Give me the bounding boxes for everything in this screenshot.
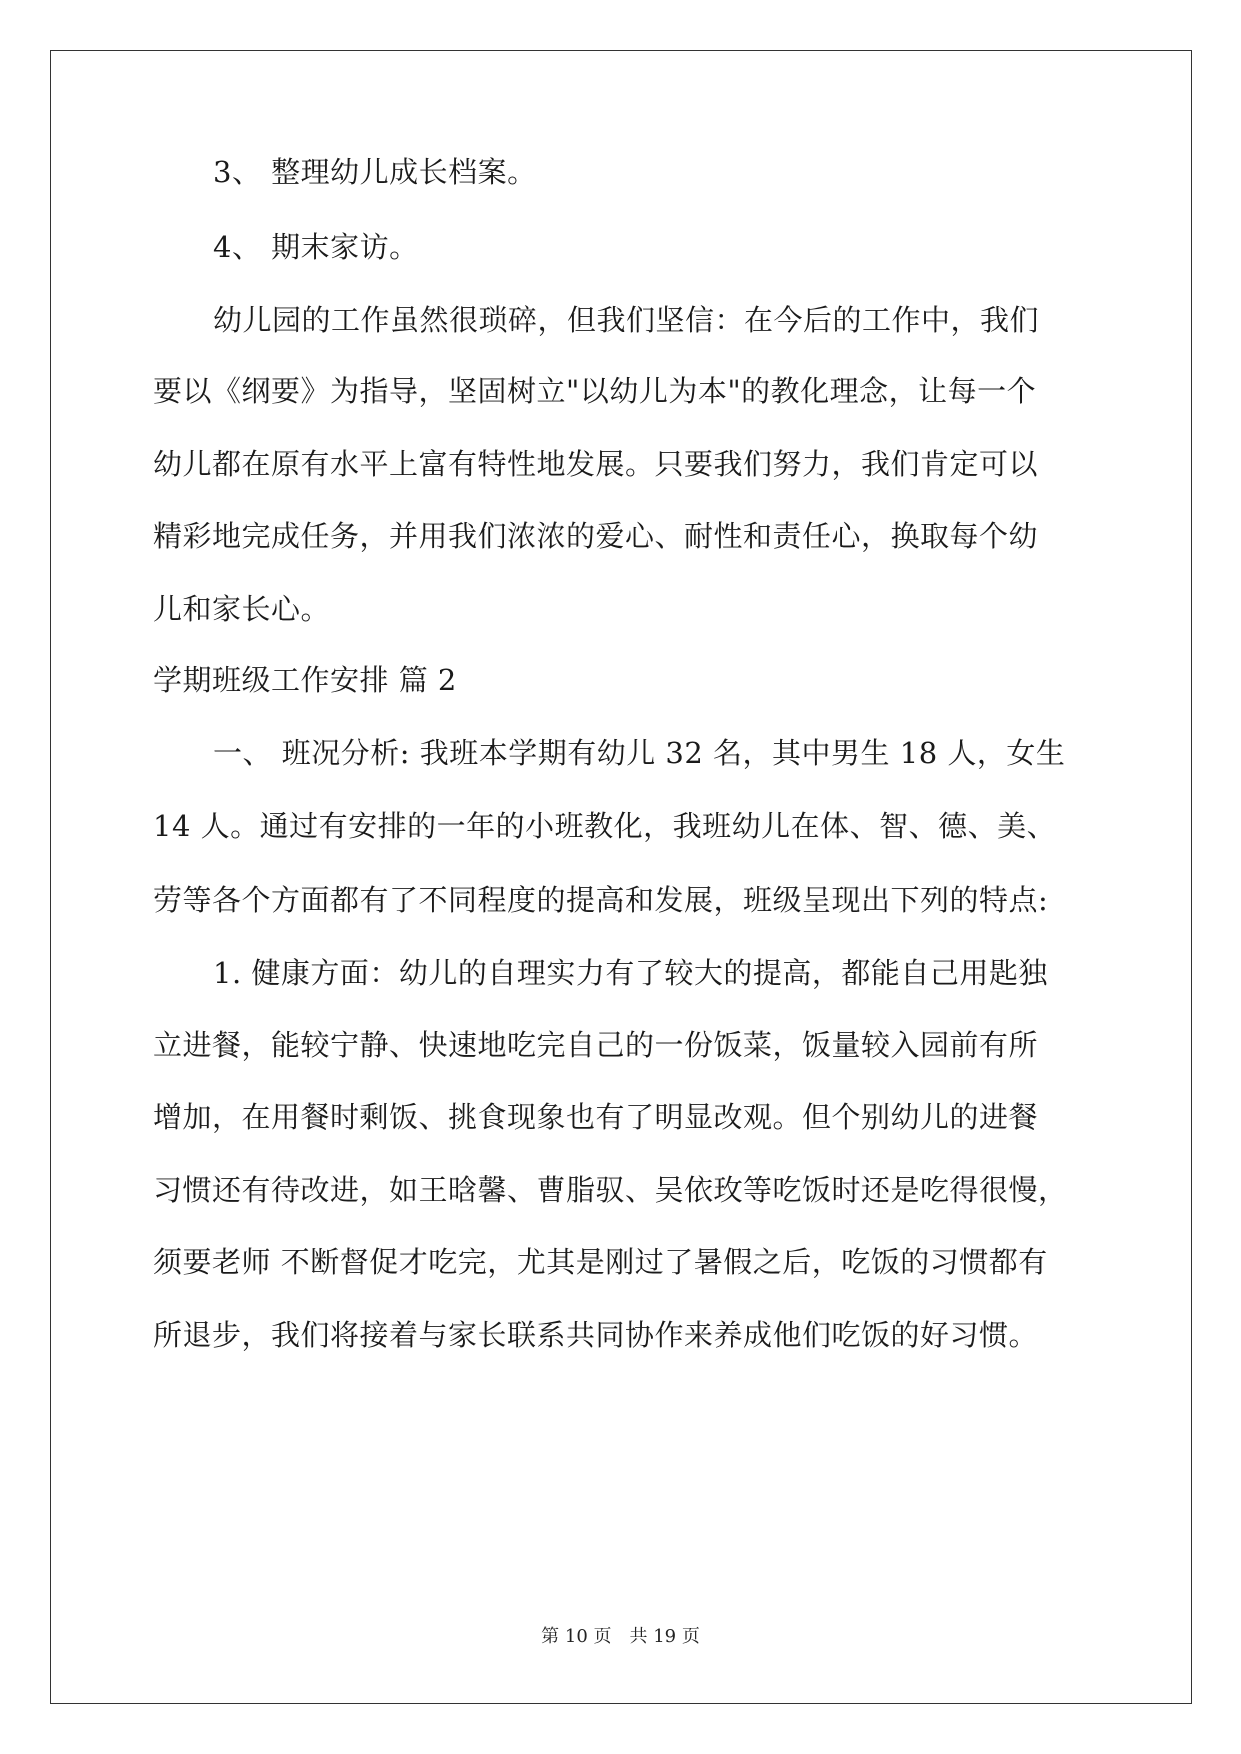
paragraph-line: 一、 班况分析: 我班本学期有幼儿 32 名，其中男生 18 人，女生 — [213, 736, 1066, 770]
page-border — [50, 50, 1192, 1704]
paragraph-line: 劳等各个方面都有了不同程度的提高和发展，班级呈现出下列的特点: — [153, 883, 1049, 917]
paragraph-line: 1. 健康方面：幼儿的自理实力有了较大的提高，都能自己用匙独 — [213, 956, 1048, 990]
paragraph-line: 幼儿都在原有水平上富有特性地发展。只要我们努力，我们肯定可以 — [153, 447, 1039, 481]
paragraph-line: 增加，在用餐时剩饭、挑食现象也有了明显改观。但个别幼儿的进餐 — [153, 1100, 1039, 1134]
paragraph-line: 立进餐，能较宁静、快速地吃完自己的一份饭菜，饭量较入园前有所 — [153, 1028, 1039, 1062]
paragraph-line: 所退步，我们将接着与家长联系共同协作来养成他们吃饭的好习惯。 — [153, 1318, 1039, 1352]
paragraph-line: 幼儿园的工作虽然很琐碎，但我们坚信：在今后的工作中，我们 — [213, 303, 1040, 337]
paragraph-line: 习惯还有待改进，如王晗馨、曹脂驭、吴依玫等吃饭时还是吃得很慢， — [153, 1173, 1068, 1207]
paragraph-line: 14 人。通过有安排的一年的小班教化，我班幼儿在体、智、德、美、 — [153, 809, 1057, 843]
page-number-footer: 第 10 页 共 19 页 — [541, 1626, 700, 1647]
paragraph-line: 须要老师 不断督促才吃完，尤其是刚过了暑假之后，吃饭的习惯都有 — [153, 1245, 1048, 1279]
paragraph-line: 精彩地完成任务，并用我们浓浓的爱心、耐性和责任心，换取每个幼 — [153, 519, 1039, 553]
list-item-4: 4、 期末家访。 — [213, 230, 419, 264]
paragraph-line: 要以《纲要》为指导，坚固树立"以幼儿为本"的教化理念，让每一个 — [153, 374, 1037, 408]
paragraph-line: 儿和家长心。 — [153, 592, 331, 626]
list-item-3: 3、 整理幼儿成长档案。 — [213, 155, 537, 189]
section-heading: 学期班级工作安排 篇 2 — [153, 663, 457, 697]
